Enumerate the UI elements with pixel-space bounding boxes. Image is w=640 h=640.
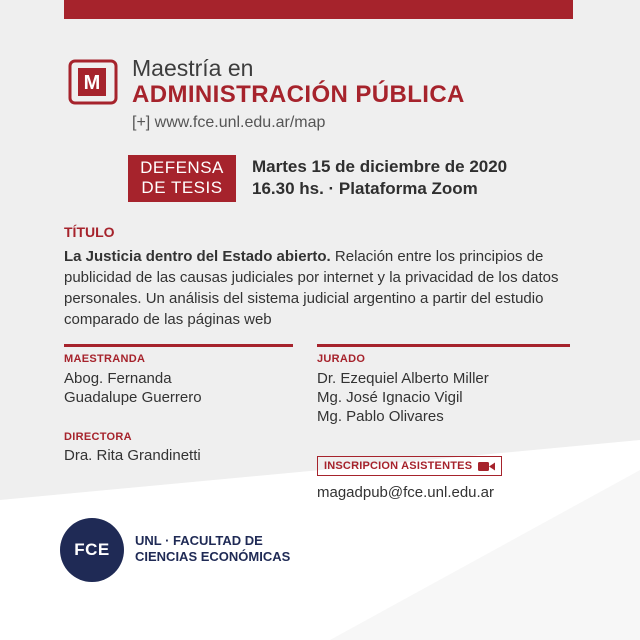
badge-line-1: DEFENSA (140, 158, 224, 177)
thesis-label: TÍTULO (64, 224, 115, 240)
maestranda-label: MAESTRANDA (64, 353, 146, 365)
contact-email-link[interactable]: magadpub@fce.unl.edu.ar (317, 484, 495, 501)
jurado-member: Dr. Ezequiel Alberto Miller (317, 370, 489, 387)
directora-label: DIRECTORA (64, 431, 132, 443)
unl-prefix: UNL (135, 533, 162, 548)
faculty-name (135, 533, 290, 565)
divider-right (317, 344, 570, 347)
thesis-title-bold: La Justicia dentro del Estado abierto. (64, 248, 331, 265)
event-time-place: 16.30 hs. · Plataforma Zoom (252, 179, 478, 198)
video-camera-icon (478, 461, 495, 472)
divider-left (64, 344, 293, 347)
inscripcion-button[interactable] (317, 456, 502, 476)
program-title: Maestría en (132, 55, 254, 81)
fce-logo (60, 518, 124, 582)
jurado-member: Mg. José Ignacio Vigil (317, 389, 463, 406)
defensa-badge (128, 155, 236, 202)
jurado-member: Mg. Pablo Olivares (317, 408, 444, 425)
inscripcion-label: INSCRIPCION ASISTENTES (324, 460, 473, 472)
badge-line-2: DE TESIS (141, 178, 223, 197)
directora-name: Dra. Rita Grandinetti (64, 447, 201, 464)
event-date: Martes 15 de diciembre de 2020 (252, 157, 508, 176)
maestranda-name (64, 369, 202, 407)
thesis-title-rest: Relación entre los principios de publicidad de las causas judiciales por internet y la privacidad de los datos personales. Un análisis del sistema judicial argentino a partir del estudio comparado de las páginas web (64, 248, 559, 328)
maestria-logo-icon (68, 59, 118, 105)
jurado-label: JURADO (317, 353, 366, 365)
maestranda-line-1: Abog. Fernanda (64, 370, 172, 387)
thesis-title (64, 246, 564, 330)
program-url-link[interactable]: [+] www.fce.unl.edu.ar/map (132, 114, 326, 131)
program-subtitle: ADMINISTRACIÓN PÚBLICA (132, 81, 465, 108)
maestranda-line-2: Guadalupe Guerrero (64, 389, 202, 406)
event-datetime (252, 156, 507, 200)
top-accent-bar (64, 0, 573, 19)
fce-logo-text: FCE (74, 540, 110, 559)
faculty-line-2: CIENCIAS ECONÓMICAS (135, 549, 291, 564)
faculty-line-1 (135, 533, 290, 549)
jurado-list (317, 369, 489, 426)
faculty-line-1-rest: · FACULTAD DE (161, 533, 263, 548)
logo-letter: M (83, 72, 101, 94)
